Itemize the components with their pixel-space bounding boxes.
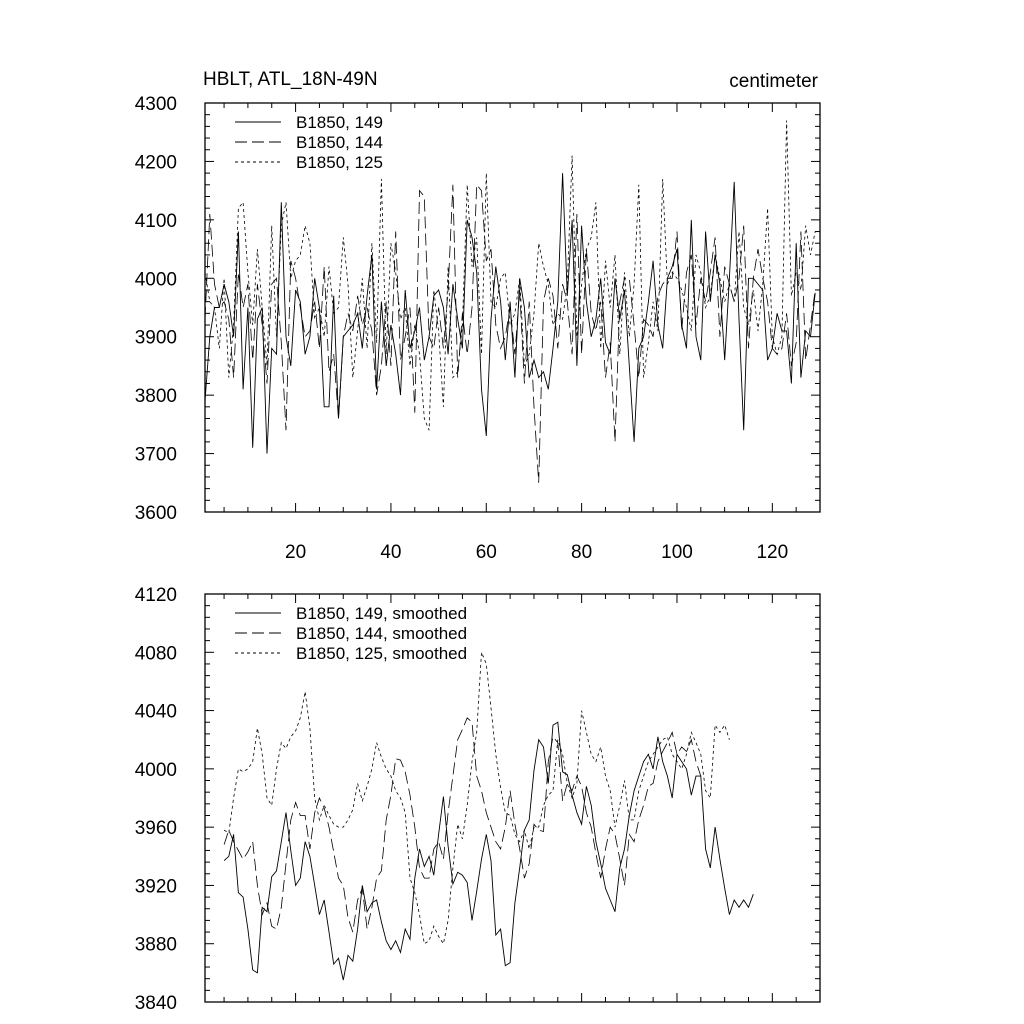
y-tick-label: 4120: [134, 585, 177, 606]
y-tick-label: 4100: [134, 210, 177, 232]
y-tick-label: 4040: [134, 701, 177, 723]
y-tick-label: 3900: [134, 327, 177, 349]
legend-label-3: B1850, 125, smoothed: [296, 644, 468, 663]
bottom-legend: [235, 604, 467, 663]
y-tick-label: 3960: [134, 818, 177, 840]
legend-label-1: B1850, 149, smoothed: [296, 604, 468, 623]
y-tick-label: 4000: [134, 759, 177, 781]
legend-label-1: B1850, 149: [296, 113, 383, 132]
bottom-panel-labels: [135, 585, 177, 1014]
series-line-2: [205, 185, 815, 483]
y-tick-label: 3600: [134, 503, 177, 524]
y-tick-label: 4200: [134, 152, 177, 174]
y-tick-label: 3920: [134, 876, 177, 898]
x-tick-label: 100: [661, 542, 693, 563]
y-tick-label: 4300: [134, 94, 177, 115]
y-tick-label: 3800: [134, 386, 177, 408]
series-line-1: [224, 722, 753, 980]
y-tick-label: 3700: [134, 444, 177, 466]
top-panel: [135, 69, 820, 563]
top-legend: [235, 113, 383, 172]
top-panel-lines: [205, 121, 815, 483]
series-line-1: [205, 173, 815, 454]
legend-label-3: B1850, 125: [296, 153, 383, 172]
y-tick-label: 4000: [134, 269, 177, 291]
legend-label-2: B1850, 144: [296, 133, 383, 152]
y-tick-label: 4080: [134, 643, 177, 665]
x-tick-label: 80: [571, 542, 593, 563]
x-tick-label: 120: [756, 542, 789, 563]
bottom-panel: [135, 585, 820, 1014]
x-tick-label: 20: [285, 542, 307, 563]
legend-label-2: B1850, 144, smoothed: [296, 624, 468, 643]
units-label: centimeter: [729, 71, 818, 92]
bottom-panel-lines: [224, 652, 753, 980]
y-tick-label: 3880: [134, 934, 177, 956]
x-tick-label: 60: [475, 542, 497, 563]
y-tick-label: 3840: [134, 993, 177, 1014]
series-line-3: [224, 652, 729, 943]
chart-title: HBLT, ATL_18N-49N: [203, 69, 378, 90]
series-line-2: [224, 718, 701, 932]
x-tick-label: 40: [380, 542, 402, 563]
